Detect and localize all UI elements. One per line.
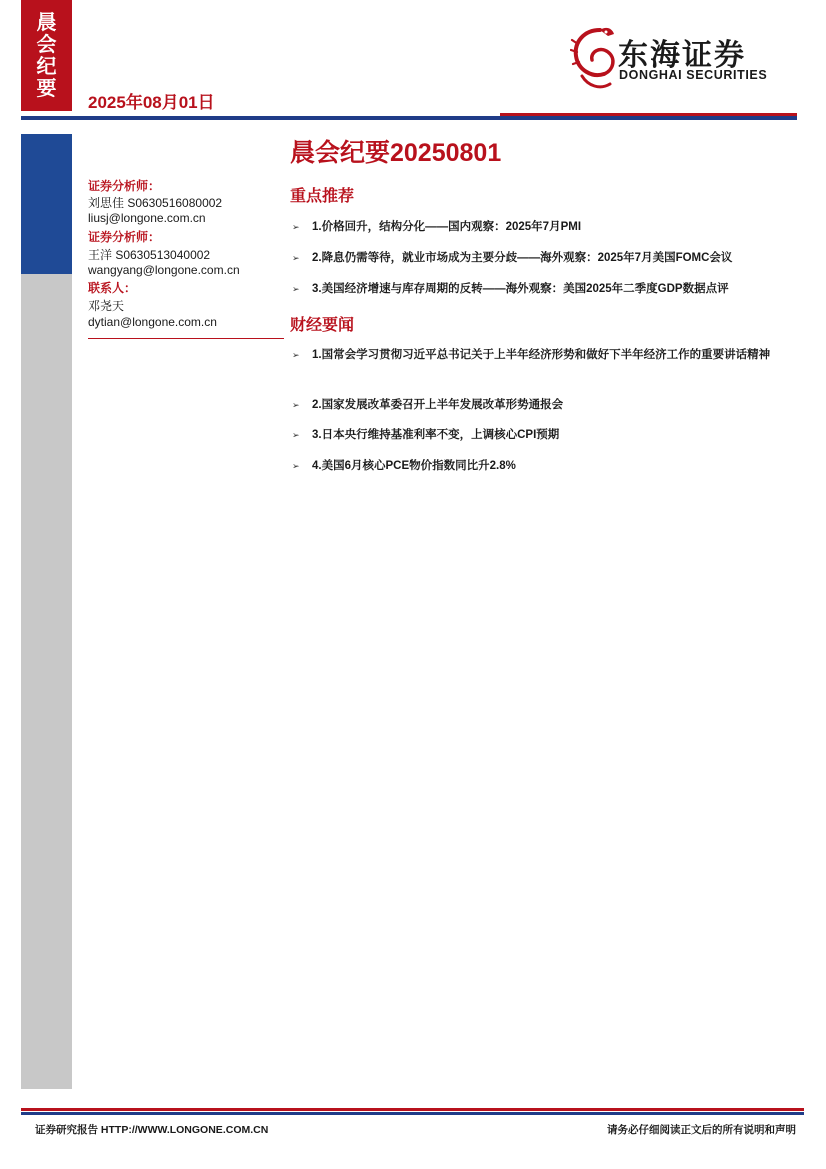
list-item[interactable] — [292, 426, 802, 445]
side-bar-gray — [21, 274, 72, 1089]
list-item[interactable] — [292, 249, 802, 268]
document-title: 晨会纪要20250801 — [290, 139, 502, 167]
list-item-text: 2.国家发展改革委召开上半年发展改革形势通报会 — [312, 399, 564, 411]
list-item-text: 4.美国6月核心PCE物价指数同比升2.8% — [312, 460, 516, 472]
analyst-email-link[interactable]: wangyang@longone.com.cn — [88, 263, 240, 277]
list-item-text: 3.美国经济增速与库存周期的反转——海外观察：美国2025年二季度GDP数据点评 — [312, 283, 729, 295]
dragon-logo-icon — [570, 24, 620, 92]
list-item[interactable] — [292, 346, 802, 365]
side-tag-text: 晨 会 纪 要 — [36, 12, 57, 100]
list-item-text: 1.价格回升，结构分化——国内观察：2025年7月PMI — [312, 221, 582, 233]
report-date: 2025年08月01日 — [88, 93, 215, 112]
analyst-label: 证券分析师： — [88, 179, 161, 193]
list-item[interactable] — [292, 457, 802, 476]
arrow-bullet-icon: ➢ — [292, 222, 300, 232]
analyst-name: 王洋 S0630513040002 — [88, 248, 211, 262]
analyst-name: 刘思佳 S0630516080002 — [88, 196, 223, 210]
arrow-bullet-icon: ➢ — [292, 350, 300, 360]
list-item[interactable] — [292, 280, 802, 299]
contact-label: 联系人： — [88, 281, 137, 295]
analyst-label: 证券分析师： — [88, 230, 161, 244]
side-tag — [21, 0, 72, 111]
logo-name-en: DONGHAI SECURITIES — [619, 68, 768, 82]
footer-rule-navy — [21, 1112, 804, 1115]
section-title: 重点推荐 — [290, 188, 355, 205]
side-bar-navy — [21, 134, 72, 274]
footer-left-text: 证券研究报告 HTTP://WWW.LONGONE.COM.CN — [35, 1124, 269, 1136]
list-item-text: 3.日本央行维持基准利率不变，上调核心CPI预期 — [312, 429, 560, 441]
list-item[interactable] — [292, 396, 802, 415]
header-rule-navy — [21, 116, 797, 120]
list-item-text: 1.国常会学习贯彻习近平总书记关于上半年经济形势和做好下半年经济工作的重要讲话精神 — [312, 349, 771, 361]
contact-name: 邓尧天 — [88, 299, 125, 313]
footer-rule-red — [21, 1108, 804, 1111]
analyst-email-link[interactable]: liusj@longone.com.cn — [88, 211, 206, 225]
arrow-bullet-icon: ➢ — [292, 461, 300, 471]
list-item-text: 2.降息仍需等待，就业市场成为主要分歧——海外观察：2025年7月美国FOMC会议 — [312, 252, 733, 264]
contact-email-link[interactable]: dytian@longone.com.cn — [88, 315, 217, 329]
footer-right-text: 请务必仔细阅读正文后的所有说明和声明 — [607, 1124, 796, 1136]
arrow-bullet-icon: ➢ — [292, 400, 300, 410]
arrow-bullet-icon: ➢ — [292, 253, 300, 263]
arrow-bullet-icon: ➢ — [292, 284, 300, 294]
company-logo — [570, 22, 795, 94]
arrow-bullet-icon: ➢ — [292, 430, 300, 440]
section-title: 财经要闻 — [290, 317, 355, 334]
list-item[interactable] — [292, 218, 802, 237]
analyst-divider — [88, 338, 284, 339]
logo-name-cn: 东海证券 — [618, 39, 746, 72]
